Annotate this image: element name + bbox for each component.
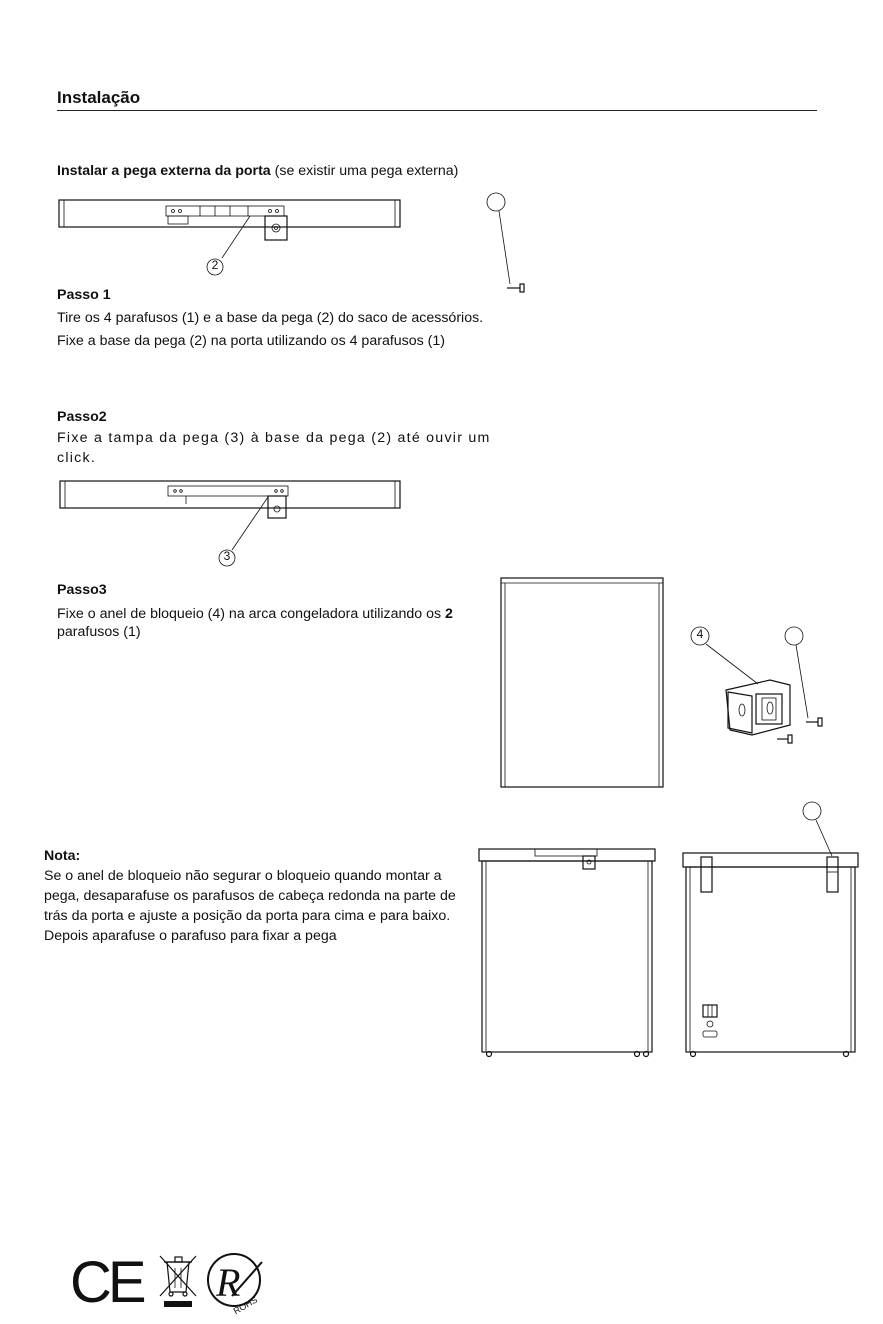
note-line2: pega, desaparafuse os parafusos de cabeça redonda na parte de (44, 888, 456, 904)
step2-line1: Fixe a tampa da pega (3) à base da pega (2) até ouvir um (57, 430, 491, 446)
section-heading-note: (se existir uma pega externa) (270, 163, 459, 179)
callout-label-2: 2 (211, 258, 219, 272)
step1-line1: Tire os 4 parafusos (1) e a base da pega (2) do saco de acessórios. (57, 310, 484, 326)
callout-label-4: 4 (696, 627, 704, 641)
rohs-text: ROHS (231, 1294, 260, 1317)
step3-line1-text: Fixe o anel de bloqueio (4) na arca congeladora utilizando os (57, 606, 446, 622)
callout-label-3: 3 (223, 549, 231, 563)
step1-line2: Fixe a base da pega (2) na porta utilizando os 4 parafusos (1) (57, 333, 446, 349)
step1-heading: Passo 1 (57, 287, 111, 303)
step3-screw-count: 2 (445, 606, 453, 622)
step2-heading: Passo2 (57, 409, 107, 425)
section-heading-bold: Instalar a pega externa da porta (57, 163, 271, 179)
page-title: Instalação (57, 88, 141, 107)
step3-line2: parafusos (1) (57, 624, 141, 640)
note-heading: Nota: (44, 848, 81, 864)
step3-heading: Passo3 (57, 582, 107, 598)
note-line3: trás da porta e ajuste a posição da porta para cima e para baixo. (44, 908, 451, 924)
rohs-letter: R (216, 1260, 241, 1305)
note-line4: Depois aparafuse o parafuso para fixar a pega (44, 928, 337, 944)
note-line1: Se o anel de bloqueio não segurar o bloqueio quando montar a (44, 868, 442, 884)
ce-mark-icon: CE (70, 1250, 143, 1315)
step2-line2: click. (57, 450, 97, 466)
